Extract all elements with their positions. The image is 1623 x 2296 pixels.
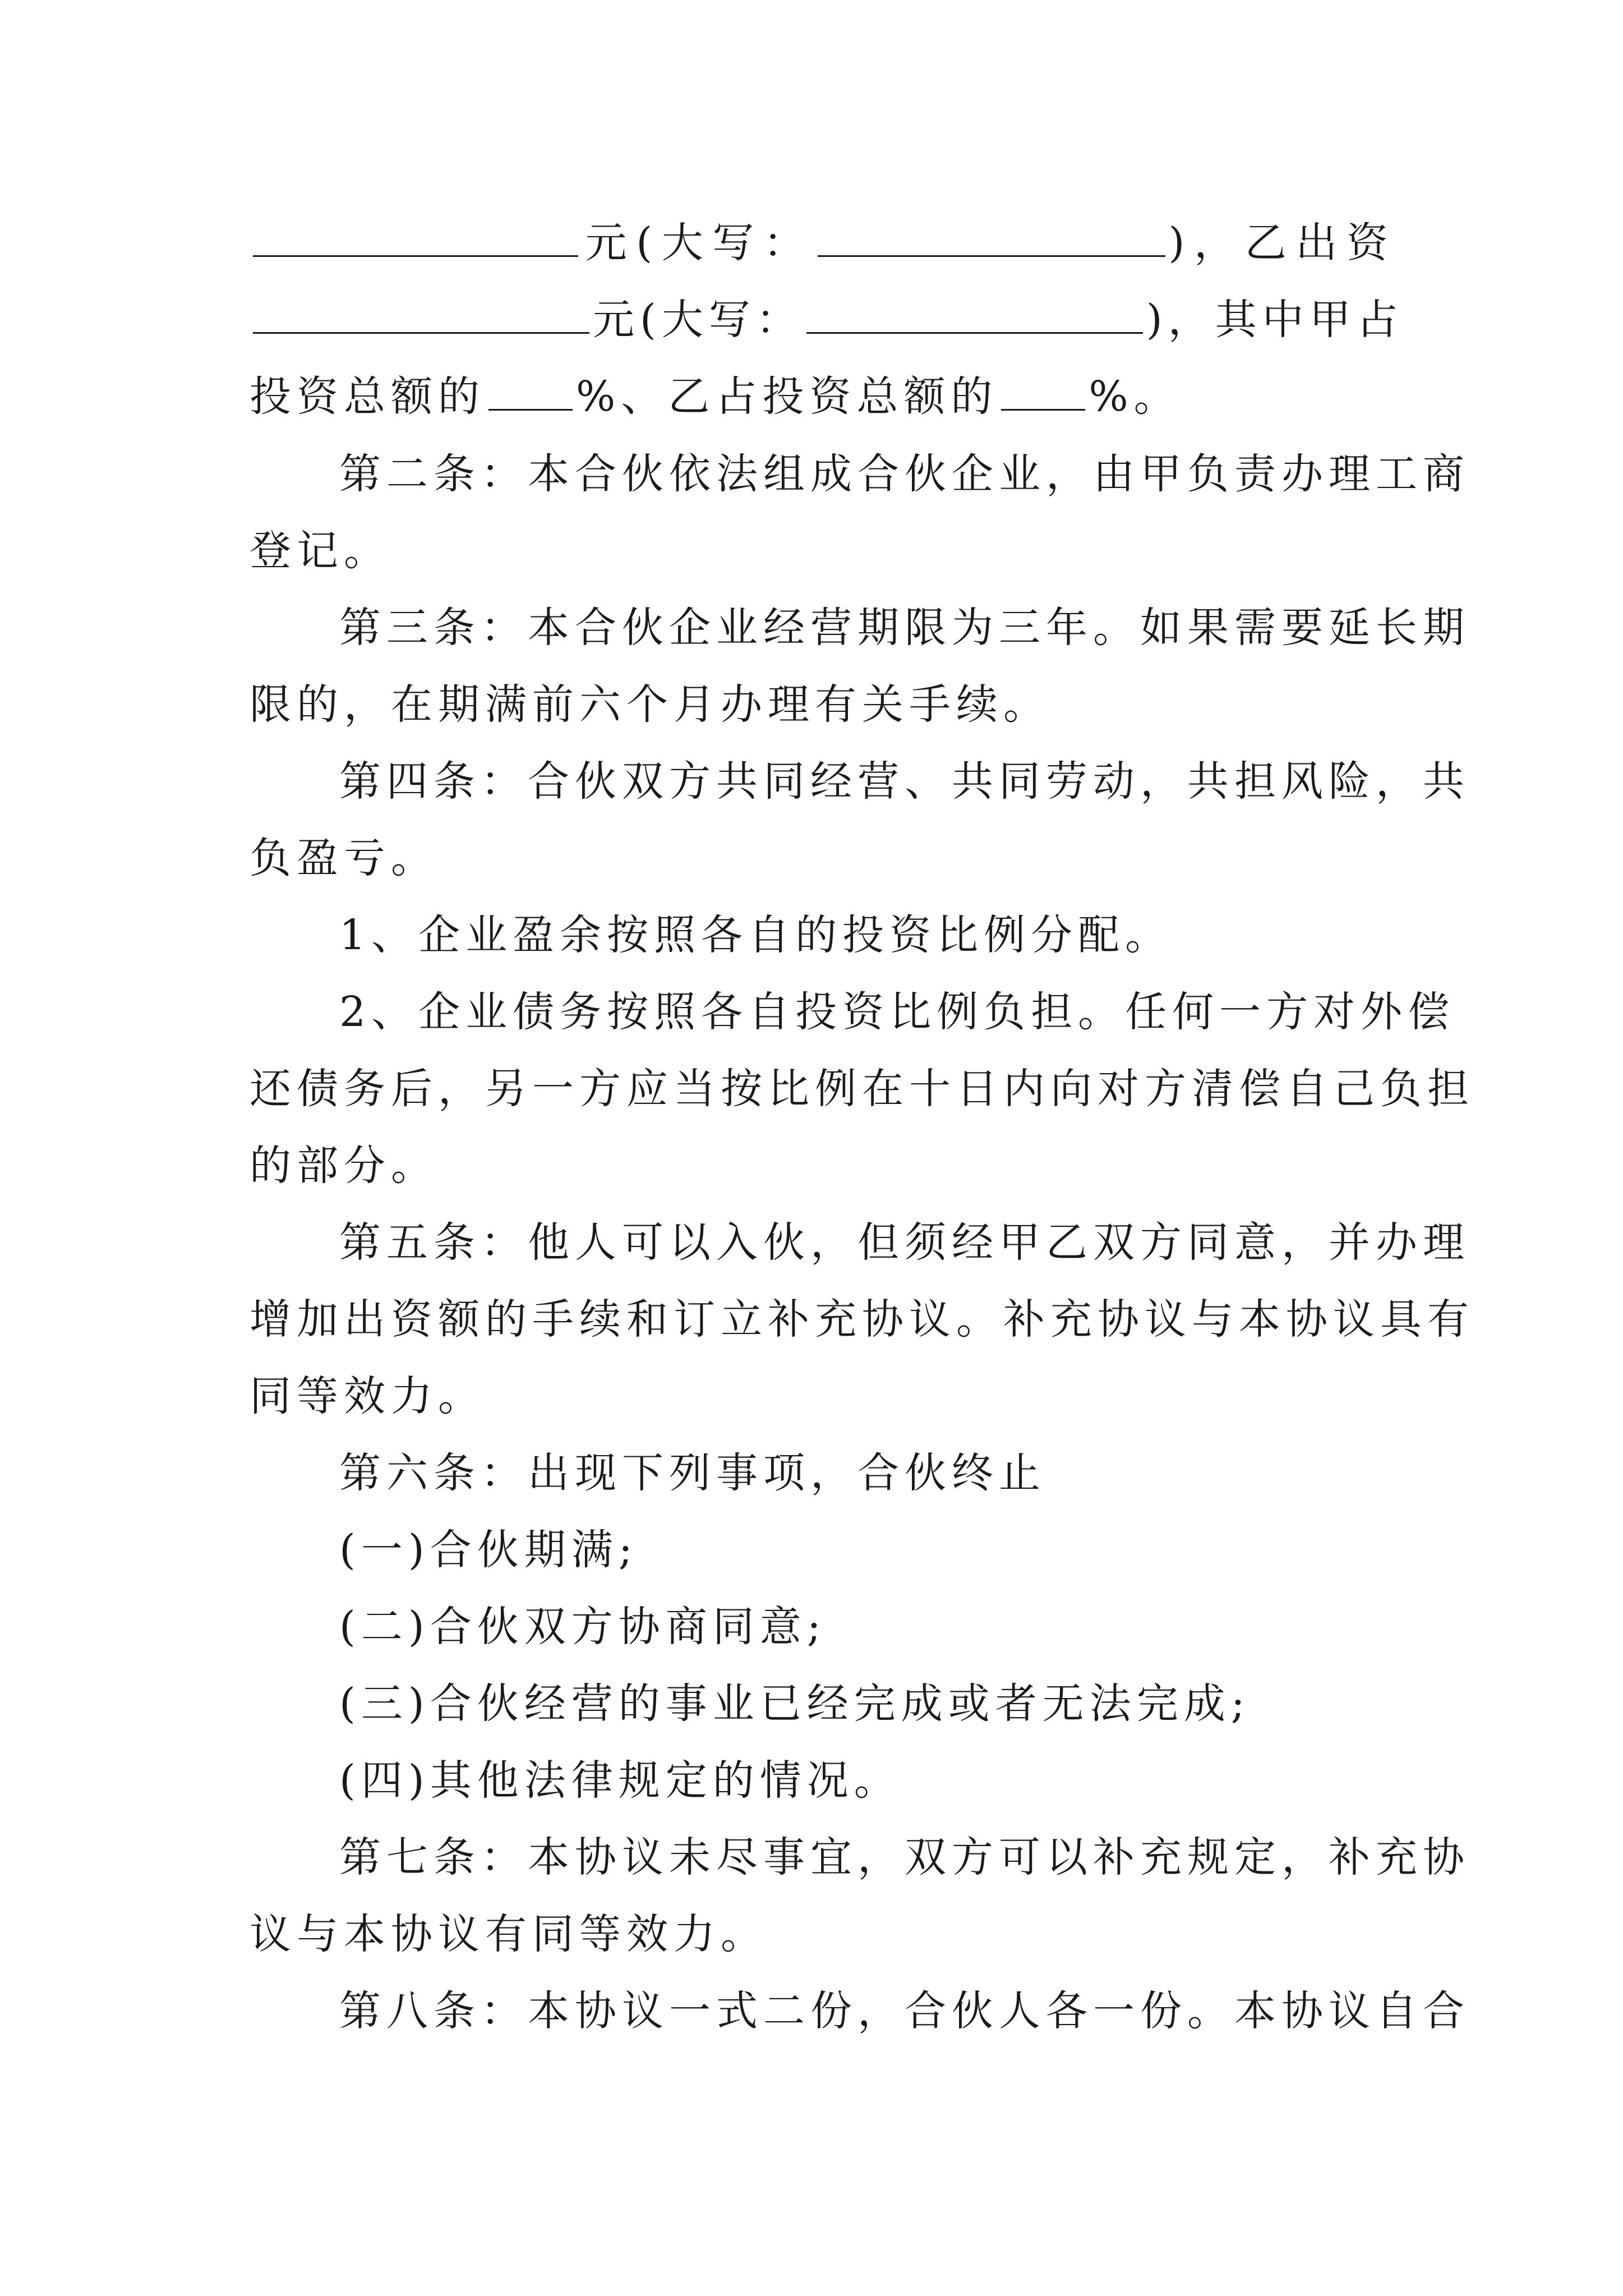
- amount-blank[interactable]: [253, 293, 589, 334]
- text-segment: %。: [1089, 372, 1181, 421]
- article-7-line-1: 第七条：本协议未尽事宜，双方可以补充规定，补充协: [339, 1833, 1470, 1881]
- clause-2-line-2: 还债务后，另一方应当按比例在十日内向对方清偿自己负担: [250, 1065, 1474, 1113]
- article-3-line-2: 限的，在期满前六个月办理有关手续。: [250, 680, 1050, 729]
- article-5-line-1: 第五条：他人可以入伙，但须经甲乙双方同意，并办理: [339, 1218, 1470, 1267]
- text-segment: %、乙占投资总额的: [576, 372, 998, 421]
- text-segment: 元(大写：: [593, 296, 803, 344]
- article-5-line-3: 同等效力。: [250, 1372, 485, 1420]
- percent-blank[interactable]: [488, 370, 573, 411]
- article-6-item-4: (四)其他法律规定的情况。: [339, 1756, 901, 1805]
- article-3-line-1: 第三条：本合伙企业经营期限为三年。如果需要延长期: [339, 604, 1470, 652]
- uppercase-amount-blank[interactable]: [806, 293, 1143, 334]
- amount-blank[interactable]: [253, 216, 578, 257]
- article-4-line-1: 第四条：合伙双方共同经营、共同劳动，共担风险，共: [339, 757, 1470, 806]
- article-5-line-2: 增加出资额的手续和订立补充协议。补充协议与本协议具有: [250, 1295, 1474, 1343]
- text-segment: )，乙出资: [1168, 219, 1394, 267]
- capital-line-2: [250, 289, 1404, 351]
- article-6-item-1: (一)合伙期满;: [339, 1526, 638, 1574]
- article-6-item-3: (三)合伙经营的事业已经完成或者无法完成;: [339, 1680, 1251, 1728]
- uppercase-amount-blank[interactable]: [818, 216, 1165, 257]
- clause-2-line-3: 的部分。: [250, 1142, 438, 1190]
- article-7-line-2: 议与本协议有同等效力。: [250, 1910, 768, 1958]
- article-6-item-2: (二)合伙双方协商同意;: [339, 1603, 827, 1651]
- article-2-line-2: 登记。: [250, 527, 391, 575]
- article-2-line-1: 第二条：本合伙依法组成合伙企业，由甲负责办理工商: [339, 450, 1470, 498]
- clause-1: 1、企业盈余按照各自的投资比例分配。: [339, 911, 1173, 959]
- article-4-line-2: 负盈亏。: [250, 834, 438, 882]
- text-segment: 元(大写：: [582, 219, 814, 267]
- text-segment: )，其中甲占: [1146, 296, 1404, 344]
- percent-blank[interactable]: [1001, 370, 1085, 411]
- text-segment: 投资总额的: [250, 372, 485, 421]
- capital-line-1: [250, 212, 1394, 274]
- clause-2-line-1: 2、企业债务按照各自投资比例负担。任何一方对外偿: [339, 988, 1455, 1036]
- article-6-line-1: 第六条：出现下列事项，合伙终止: [339, 1449, 1046, 1497]
- capital-share-line: [250, 366, 1394, 427]
- article-8-line-1: 第八条：本协议一式二份，合伙人各一份。本协议自合: [339, 1987, 1470, 2035]
